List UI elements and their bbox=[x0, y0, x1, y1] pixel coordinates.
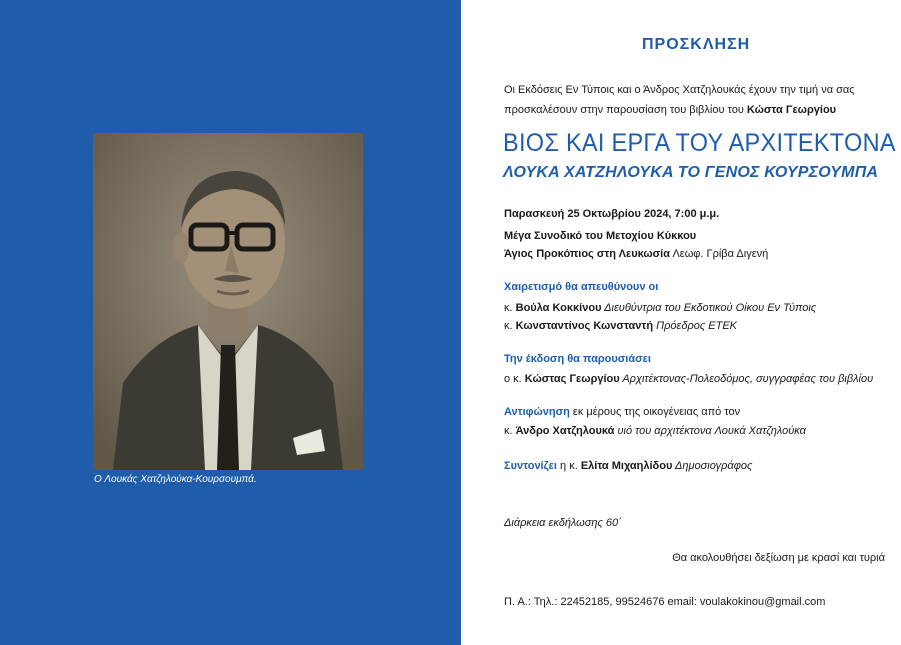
book-subtitle: ΛΟΥΚΑ ΧΑΤΖΗΛΟΥΚΑ ΤΟ ΓΕΝΟΣ ΚΟΥΡΣΟΥΜΠΑ bbox=[503, 164, 879, 181]
greeter-1 bbox=[504, 302, 816, 314]
greeter-1-prefix: κ. bbox=[504, 302, 516, 314]
response-line-2 bbox=[504, 425, 806, 437]
intro-text: προσκαλέσουν στην παρουσίαση του βιβλίου του bbox=[504, 104, 747, 116]
book-title: ΒΙΟΣ ΚΑΙ ΕΡΓΑ ΤΟΥ ΑΡΧΙΤΕΚΤΟΝΑ bbox=[503, 129, 896, 157]
response-role: υιό του αρχιτέκτονα Λουκά Χατζηλούκα bbox=[614, 425, 806, 437]
greeter-2-role: Πρόεδρος ΕΤΕΚ bbox=[653, 320, 738, 332]
presenter bbox=[504, 373, 873, 385]
greeter-2-name: Κωνσταντίνος Κωνσταντή bbox=[515, 320, 654, 332]
response-rest: εκ μέρους της οικογένειας από τον bbox=[569, 406, 741, 418]
invitation-panel bbox=[461, 0, 901, 645]
response-heading: Αντιφώνηση bbox=[504, 406, 570, 418]
photo-caption: Ο Λουκάς Χατζηλούκα-Κουρσουμπά. bbox=[94, 474, 257, 485]
moderator-heading: Συντονίζει bbox=[504, 460, 557, 472]
response-prefix: κ. bbox=[504, 425, 516, 437]
moderator-line bbox=[504, 460, 752, 472]
venue-line-2 bbox=[504, 248, 768, 260]
contact-info: Π. Α.: Τηλ.: 22452185, 99524676 email: voulakokinou@gmail.com bbox=[504, 596, 826, 608]
venue-line-1: Μέγα Συνοδικό του Μετοχίου Κύκκου bbox=[504, 230, 697, 242]
reception-note: Θα ακολουθήσει δεξίωση με κρασί και τυριά bbox=[672, 552, 885, 564]
response-name: Άνδρο Χατζηλουκά bbox=[515, 425, 615, 437]
greeter-2 bbox=[504, 320, 737, 332]
intro-line-1: Οι Εκδόσεις Εν Τύποις και ο Άνδρος Χατζηλουκάς έχουν την τιμή να σας bbox=[504, 84, 855, 96]
moderator-role: Δημοσιογράφος bbox=[672, 460, 753, 472]
event-duration: Διάρκεια εκδήλωσης 60΄ bbox=[504, 517, 622, 529]
portrait-image bbox=[93, 133, 363, 470]
portrait-photo bbox=[93, 133, 363, 470]
venue-address: Λεωφ. Γρίβα Διγενή bbox=[670, 248, 769, 260]
event-date-time: Παρασκευή 25 Οκτωβρίου 2024, 7:00 μ.μ. bbox=[504, 208, 720, 220]
greetings-heading: Χαιρετισμό θα απευθύνουν οι bbox=[504, 281, 659, 293]
greeter-2-prefix: κ. bbox=[504, 320, 516, 332]
presenter-prefix: ο κ. bbox=[504, 373, 525, 385]
greeter-1-name: Βούλα Κοκκίνου bbox=[515, 302, 602, 314]
invitation-title: ΠΡΟΣΚΛΗΣΗ bbox=[642, 36, 751, 53]
venue-name: Άγιος Προκόπιος στη Λευκωσία bbox=[504, 248, 670, 260]
greeter-1-role: Διευθύντρια του Εκδοτικού Οίκου Εν Τύποις bbox=[601, 302, 817, 314]
presenter-role: Αρχιτέκτονας-Πολεοδόμος, συγγραφέας του βιβλίου bbox=[619, 373, 874, 385]
intro-author: Κώστα Γεωργίου bbox=[746, 104, 837, 116]
moderator-name: Ελίτα Μιχαηλίδου bbox=[580, 460, 673, 472]
presenter-name: Κώστας Γεωργίου bbox=[524, 373, 620, 385]
moderator-prefix: η κ. bbox=[556, 460, 581, 472]
presenter-heading: Την έκδοση θα παρουσιάσει bbox=[504, 353, 651, 365]
intro-line-2 bbox=[504, 104, 836, 116]
response-line-1 bbox=[504, 406, 740, 418]
